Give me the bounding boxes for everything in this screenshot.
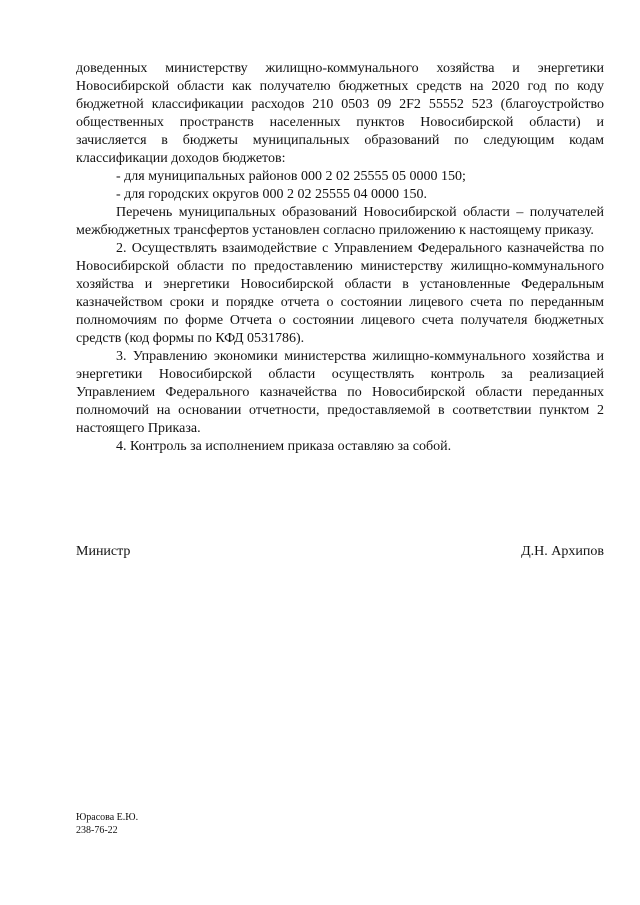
- code-urban-districts: - для городских округов 000 2 02 25555 04 0000 150.: [116, 187, 427, 202]
- list-note-paragraph: Перечень муниципальных образований Новосибирской области – получателей межбюджетных трансфертов установлен согласно приложению к настоящему приказу.: [76, 205, 604, 238]
- signatory-name: Д.Н. Архипов: [521, 544, 604, 559]
- document-body: [76, 60, 604, 456]
- item-4-paragraph: 4. Контроль за исполнением приказа оставляю за собой.: [116, 439, 452, 454]
- intro-paragraph: доведенных министерству жилищно-коммунального хозяйства и энергетики Новосибирской области как получателю бюджетных средств на 2020 год по коду бюджетной классификации расходов 210 0503 09 2F2 55552 523 (благоустройство общественных пространств населенных пунктов Новосибирской области) и зачисляется в бюджеты муниципальных образований по следующим кодам классификации доходов бюджетов:: [76, 61, 604, 166]
- signature-block: [76, 543, 604, 561]
- executor-phone: 238-76-22: [76, 825, 118, 836]
- code-municipal-districts: - для муниципальных районов 000 2 02 25555 05 0000 150;: [116, 169, 466, 184]
- item-2-paragraph: 2. Осуществлять взаимодействие с Управлением Федерального казначейства по Новосибирской области по предоставлению министерству жилищно-коммунального хозяйства и энергетики Новосибирской области в установленные Федеральным казначейством сроки и порядке отчета о состоянии лицевого счета по переданным полномочиям по форме Отчета о состоянии лицевого счета получателя бюджетных средств (код формы по КФД 0531786).: [76, 241, 604, 346]
- signatory-position: Министр: [76, 544, 131, 559]
- item-3-paragraph: 3. Управлению экономики министерства жилищно-коммунального хозяйства и энергетики Новосибирской области осуществлять контроль за реализацией Управлением Федерального казначейства по Новосибирской области переданных полномочий на основании отчетности, предоставляемой в соответствии пунктом 2 настоящего Приказа.: [76, 349, 604, 436]
- executor-name: Юрасова Е.Ю.: [76, 812, 139, 823]
- executor-footer: [76, 811, 138, 837]
